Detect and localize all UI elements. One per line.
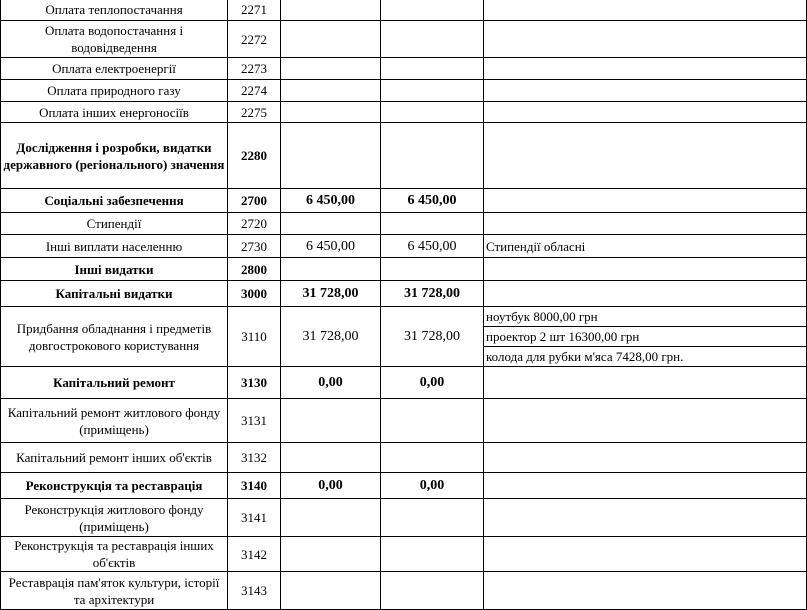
row-name: Інші виплати населенню — [1, 235, 228, 258]
row-plan — [281, 499, 381, 537]
row-plan — [281, 58, 381, 80]
table-row — [1, 21, 807, 58]
row-name: Оплата природного газу — [1, 80, 228, 102]
row-note — [484, 443, 807, 473]
table-row — [1, 0, 807, 21]
row-note — [484, 21, 807, 58]
row-name: Реконструкція та реставрація — [1, 473, 228, 499]
row-code: 3132 — [228, 443, 281, 473]
row-fact: 6 450,00 — [381, 235, 484, 258]
row-note — [484, 58, 807, 80]
row-code: 2280 — [228, 123, 281, 189]
row-code: 2272 — [228, 21, 281, 58]
row-name: Соціальні забезпечення — [1, 189, 228, 213]
row-fact — [381, 102, 484, 123]
row-plan: 31 728,00 — [281, 307, 381, 367]
row-name: Капітальний ремонт інших об'єктів — [1, 443, 228, 473]
table-row — [1, 58, 807, 80]
row-code: 2700 — [228, 189, 281, 213]
row-name: Дослідження і розробки, видатки державного (регіонального) значення — [1, 123, 228, 189]
row-name: Оплата електроенергії — [1, 58, 228, 80]
row-note — [484, 399, 807, 443]
row-name: Придбання обладнання і предметів довгострокового користування — [1, 307, 228, 367]
row-code: 3130 — [228, 367, 281, 399]
row-plan — [281, 0, 381, 21]
row-plan — [281, 80, 381, 102]
row-fact — [381, 213, 484, 235]
row-note — [484, 0, 807, 21]
row-plan: 0,00 — [281, 473, 381, 499]
row-note — [484, 189, 807, 213]
table-row — [1, 189, 807, 213]
row-plan — [281, 102, 381, 123]
row-note-line: проектор 2 шт 16300,00 грн — [484, 327, 807, 347]
row-fact: 31 728,00 — [381, 281, 484, 307]
table-row — [1, 473, 807, 499]
row-code: 3000 — [228, 281, 281, 307]
table-row — [1, 499, 807, 537]
row-fact — [381, 58, 484, 80]
table-row — [1, 399, 807, 443]
budget-table-body — [1, 0, 807, 610]
row-name: Капітальні видатки — [1, 281, 228, 307]
row-note: Стипендії обласні — [484, 235, 807, 258]
row-name: Стипендії — [1, 213, 228, 235]
row-code: 3142 — [228, 537, 281, 572]
table-row — [1, 443, 807, 473]
row-note — [484, 102, 807, 123]
table-row — [1, 572, 807, 610]
row-name: Реконструкція та реставрація інших об'єктів — [1, 537, 228, 572]
row-name: Капітальний ремонт житлового фонду (приміщень) — [1, 399, 228, 443]
row-note — [484, 281, 807, 307]
row-fact — [381, 258, 484, 281]
row-notes — [484, 307, 807, 367]
row-fact — [381, 443, 484, 473]
table-row — [1, 123, 807, 189]
row-name: Оплата водопостачання і водовідведення — [1, 21, 228, 58]
row-fact: 31 728,00 — [381, 307, 484, 367]
row-fact: 0,00 — [381, 473, 484, 499]
row-code: 2730 — [228, 235, 281, 258]
row-fact — [381, 123, 484, 189]
row-plan — [281, 399, 381, 443]
row-code: 3131 — [228, 399, 281, 443]
row-note — [484, 572, 807, 610]
table-row — [1, 213, 807, 235]
table-row — [1, 281, 807, 307]
row-name: Реконструкція житлового фонду (приміщень) — [1, 499, 228, 537]
row-fact — [381, 80, 484, 102]
row-plan — [281, 572, 381, 610]
row-code: 2720 — [228, 213, 281, 235]
row-fact — [381, 537, 484, 572]
row-plan — [281, 123, 381, 189]
row-name: Капітальний ремонт — [1, 367, 228, 399]
row-code: 2800 — [228, 258, 281, 281]
row-plan: 6 450,00 — [281, 189, 381, 213]
row-fact: 6 450,00 — [381, 189, 484, 213]
row-plan: 6 450,00 — [281, 235, 381, 258]
table-row — [1, 80, 807, 102]
row-code: 3110 — [228, 307, 281, 367]
row-plan — [281, 21, 381, 58]
row-note — [484, 80, 807, 102]
row-code: 2273 — [228, 58, 281, 80]
row-note-line: ноутбук 8000,00 грн — [484, 307, 807, 327]
table-row — [1, 258, 807, 281]
row-fact — [381, 572, 484, 610]
row-name: Оплата теплопостачання — [1, 0, 228, 21]
row-fact — [381, 399, 484, 443]
row-plan — [281, 537, 381, 572]
table-row — [1, 235, 807, 258]
row-fact — [381, 21, 484, 58]
table-row — [1, 537, 807, 572]
row-note — [484, 499, 807, 537]
row-fact — [381, 0, 484, 21]
table-row — [1, 367, 807, 399]
row-code: 3141 — [228, 499, 281, 537]
row-code: 3143 — [228, 572, 281, 610]
row-note — [484, 473, 807, 499]
row-code: 2274 — [228, 80, 281, 102]
row-plan: 0,00 — [281, 367, 381, 399]
table-row — [1, 307, 807, 367]
row-plan — [281, 443, 381, 473]
row-code: 2271 — [228, 0, 281, 21]
row-name: Реставрація пам'яток культури, історії та архітектури — [1, 572, 228, 610]
row-note — [484, 537, 807, 572]
row-note — [484, 258, 807, 281]
row-plan — [281, 258, 381, 281]
row-note — [484, 213, 807, 235]
row-name: Оплата інших енергоносіїв — [1, 102, 228, 123]
row-note — [484, 367, 807, 399]
row-plan: 31 728,00 — [281, 281, 381, 307]
row-name: Інші видатки — [1, 258, 228, 281]
row-fact — [381, 499, 484, 537]
row-note-line: колода для рубки м'яса 7428,00 грн. — [486, 349, 684, 364]
row-fact: 0,00 — [381, 367, 484, 399]
table-row — [1, 102, 807, 123]
row-code: 3140 — [228, 473, 281, 499]
row-code: 2275 — [228, 102, 281, 123]
row-note — [484, 123, 807, 189]
row-plan — [281, 213, 381, 235]
